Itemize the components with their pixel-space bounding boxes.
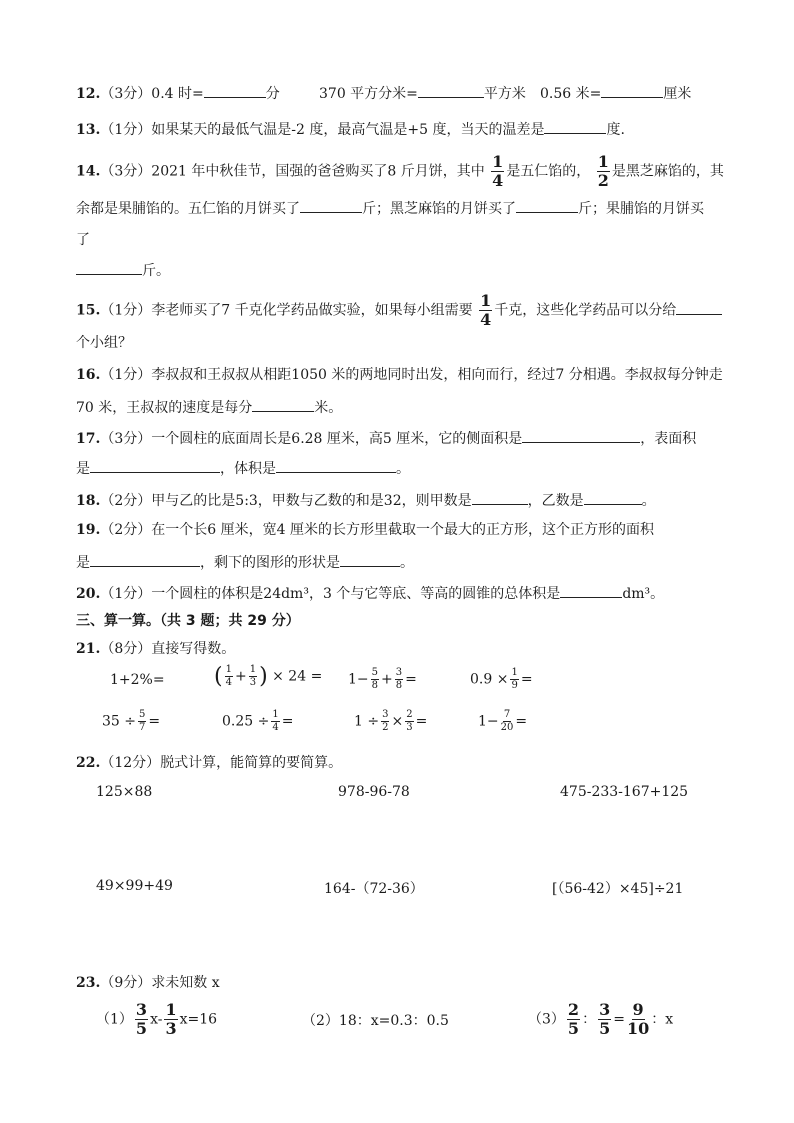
question-text: 李叔叔和王叔叔从相距1050 米的两地同时出发，相向而行，经过7 分相遇。李叔叔每分钟走 bbox=[151, 367, 723, 383]
denominator: 20 bbox=[500, 722, 514, 733]
question-number: 18. bbox=[76, 493, 101, 509]
numerator: 7 bbox=[503, 709, 511, 720]
question-text: ，体积是 bbox=[220, 461, 276, 477]
answer-blank[interactable] bbox=[544, 119, 606, 134]
question-text: ，乙数是 bbox=[527, 493, 584, 509]
numerator: 5 bbox=[371, 667, 379, 678]
question-number: 19. bbox=[76, 522, 101, 538]
expression: 475-233-167+125 bbox=[560, 784, 689, 800]
score: （1分） bbox=[100, 122, 152, 138]
question-18 bbox=[76, 490, 656, 510]
fraction bbox=[405, 710, 413, 733]
question-14-line4 bbox=[76, 260, 170, 280]
denominator: 9 bbox=[511, 680, 518, 691]
question-number: 21. bbox=[76, 641, 101, 657]
fraction bbox=[381, 710, 389, 733]
question-12-b bbox=[319, 83, 526, 103]
answer-blank[interactable] bbox=[276, 458, 396, 473]
question-text: 余都是果脯馅的。五仁馅的月饼买了 bbox=[76, 201, 300, 217]
answer-blank[interactable] bbox=[300, 198, 362, 213]
numerator: 3 bbox=[382, 709, 389, 720]
fraction bbox=[164, 1002, 177, 1037]
expression-text: + bbox=[381, 671, 393, 688]
question-17-line2 bbox=[76, 458, 410, 478]
question-number: 14. bbox=[76, 163, 101, 180]
question-text: 是 bbox=[76, 555, 90, 571]
question-20 bbox=[76, 583, 664, 603]
numerator: 1 bbox=[225, 664, 232, 675]
denominator: 7 bbox=[139, 722, 146, 733]
question-23 bbox=[76, 972, 220, 992]
question-text: 个小组？ bbox=[76, 335, 132, 351]
question-12-c bbox=[540, 83, 691, 103]
equation: （2）18：x=0.3：0.5 bbox=[302, 1013, 449, 1029]
expression-text: = bbox=[405, 671, 417, 688]
denominator: 5 bbox=[567, 1019, 580, 1038]
question-text: 求未知数 x bbox=[151, 975, 220, 991]
denominator: 5 bbox=[599, 1019, 611, 1038]
answer-blank[interactable] bbox=[90, 458, 220, 473]
fraction bbox=[249, 665, 257, 688]
answer-blank[interactable] bbox=[340, 552, 400, 567]
question-15 bbox=[76, 293, 722, 328]
fraction bbox=[479, 293, 492, 328]
fraction bbox=[510, 668, 518, 691]
numerator: 1 bbox=[511, 667, 518, 678]
unit: 厘米 bbox=[663, 86, 692, 102]
question-text: 一个圆柱的体积是24dm³，3 个与它等底、等高的圆锥的总体积是 bbox=[151, 586, 561, 602]
expression-text: 1+2%= bbox=[110, 672, 165, 688]
question-12 bbox=[76, 83, 280, 103]
score: （3分） bbox=[100, 163, 152, 180]
question-15-line2 bbox=[76, 332, 132, 352]
denominator: 3 bbox=[165, 1019, 177, 1038]
numerator: 2 bbox=[567, 1000, 580, 1019]
question-text: 2021 年中秋佳节，国强的爸爸购买了8 斤月饼，其中 bbox=[151, 163, 485, 180]
expression-text: × bbox=[391, 713, 404, 730]
equation bbox=[96, 1002, 217, 1037]
score: （8分） bbox=[100, 641, 152, 657]
answer-blank[interactable] bbox=[560, 583, 622, 598]
answer-blank[interactable] bbox=[522, 428, 640, 443]
question-19-line2 bbox=[76, 552, 414, 572]
fraction bbox=[395, 668, 403, 691]
question-text: 斤；果脯馅的月饼买 bbox=[578, 201, 704, 217]
expression bbox=[110, 672, 165, 688]
score: （3分） bbox=[100, 86, 152, 102]
answer-blank[interactable] bbox=[472, 490, 528, 505]
question-number: 17. bbox=[76, 431, 101, 447]
question-text: 370 平方分米= bbox=[319, 86, 418, 102]
expression-text: x- bbox=[150, 1011, 163, 1028]
fraction bbox=[567, 1002, 580, 1037]
numerator: 2 bbox=[406, 709, 413, 720]
denominator: 3 bbox=[406, 722, 413, 733]
expression: 978-96-78 bbox=[338, 784, 410, 800]
unit: 分 bbox=[265, 86, 280, 102]
unit: 度. bbox=[606, 122, 625, 138]
question-14-line2 bbox=[76, 198, 704, 218]
numerator: 1 bbox=[480, 291, 492, 310]
fraction bbox=[598, 1002, 611, 1037]
question-number: 22. bbox=[76, 755, 101, 771]
question-text: 是 bbox=[76, 461, 90, 477]
question-text: 米。 bbox=[314, 400, 343, 416]
unit: 平方米 bbox=[483, 86, 526, 102]
expression: 49×99+49 bbox=[96, 878, 173, 894]
question-text: 0.56 米= bbox=[540, 86, 602, 102]
denominator: 4 bbox=[480, 310, 492, 329]
expression-text: x=16 bbox=[179, 1011, 218, 1028]
denominator: 2 bbox=[382, 722, 389, 733]
numerator: 9 bbox=[632, 1000, 644, 1019]
fraction bbox=[138, 710, 146, 733]
right-paren: ) bbox=[259, 664, 268, 689]
fraction bbox=[491, 154, 504, 189]
expression bbox=[348, 668, 417, 691]
question-21 bbox=[76, 638, 235, 658]
score: （1分） bbox=[100, 302, 152, 319]
question-17 bbox=[76, 428, 696, 448]
expression-text: = bbox=[515, 713, 528, 730]
expression-text: = bbox=[281, 713, 294, 730]
question-text: 脱式计算，能简算的要简算。 bbox=[160, 755, 343, 771]
expression bbox=[102, 710, 160, 733]
question-number: 20. bbox=[76, 586, 101, 602]
expression-text: 1− bbox=[348, 671, 369, 688]
question-text: 。 bbox=[400, 555, 414, 571]
question-16-line2 bbox=[76, 397, 342, 417]
denominator: 8 bbox=[395, 680, 403, 691]
question-text: 千克，这些化学药品可以分给 bbox=[494, 302, 677, 319]
expression-text: ： bbox=[582, 1011, 597, 1028]
question-text: 甲与乙的比是5:3，甲数与乙数的和是32，则甲数是 bbox=[151, 493, 472, 509]
denominator: 10 bbox=[626, 1019, 650, 1038]
numerator: 1 bbox=[249, 664, 257, 675]
expression: [（56-42）×45]÷21 bbox=[552, 881, 684, 897]
expression-text: 35 ÷ bbox=[102, 713, 136, 730]
item-label: （1） bbox=[96, 1011, 133, 1028]
question-text: 。 bbox=[396, 461, 410, 477]
denominator: 2 bbox=[597, 171, 609, 190]
numerator: 1 bbox=[492, 152, 504, 171]
expression: ( $\frac{1}{4}$ + $\frac{1}{3}$ ) × 24 = bbox=[214, 664, 323, 689]
question-text: 了 bbox=[76, 232, 90, 248]
expression-text: 0.25 ÷ bbox=[222, 713, 270, 730]
answer-blank[interactable] bbox=[516, 198, 578, 213]
expression bbox=[478, 710, 527, 733]
question-text: ，剩下的图形的形状是 bbox=[200, 555, 340, 571]
question-text: 70 米，王叔叔的速度是每分 bbox=[76, 400, 253, 416]
question-text: 0.4 时= bbox=[151, 86, 204, 102]
numerator: 3 bbox=[135, 1000, 148, 1019]
numerator: 3 bbox=[599, 1000, 611, 1019]
question-text: 在一个长6 厘米，宽4 厘米的长方形里截取一个最大的正方形，这个正方形的面积 bbox=[151, 522, 654, 538]
denominator: 4 bbox=[225, 677, 232, 688]
question-14 bbox=[76, 154, 724, 189]
answer-blank[interactable] bbox=[418, 83, 484, 98]
answer-blank[interactable] bbox=[204, 83, 266, 98]
score: （12分） bbox=[100, 755, 161, 771]
numerator: 5 bbox=[139, 709, 146, 720]
expression: 125×88 bbox=[96, 784, 153, 800]
fraction bbox=[271, 710, 279, 733]
expression-text: = bbox=[148, 713, 161, 730]
left-paren: ( bbox=[214, 664, 223, 689]
equation bbox=[528, 1002, 673, 1037]
question-text: 一个圆柱的底面周长是6.28 厘米，高5 厘米，它的侧面积是 bbox=[151, 431, 523, 447]
question-text: 直接写得数。 bbox=[151, 641, 236, 657]
score: （1分） bbox=[100, 586, 152, 602]
score: （9分） bbox=[100, 975, 152, 991]
answer-blank[interactable] bbox=[601, 83, 663, 98]
item-label: （3） bbox=[528, 1011, 565, 1028]
expression-text: = bbox=[520, 671, 533, 688]
question-16 bbox=[76, 364, 723, 384]
score: （1分） bbox=[100, 367, 152, 383]
answer-blank[interactable] bbox=[584, 490, 642, 505]
denominator: 5 bbox=[135, 1019, 148, 1038]
question-text: 。 bbox=[641, 493, 656, 509]
expression-text: × 24 = bbox=[272, 668, 323, 685]
expression bbox=[470, 668, 533, 691]
question-text: 斤。 bbox=[142, 263, 170, 279]
numerator: 1 bbox=[597, 152, 609, 171]
expression-text: ：x bbox=[651, 1011, 674, 1028]
expression-text: 0.9 × bbox=[470, 671, 509, 688]
question-text: 是黑芝麻馅的，其 bbox=[611, 163, 724, 180]
fraction bbox=[501, 710, 514, 733]
numerator: 1 bbox=[165, 1000, 177, 1019]
question-text: 是五仁馅的， bbox=[506, 163, 591, 180]
unit: dm³。 bbox=[622, 586, 665, 602]
score: （2分） bbox=[100, 522, 152, 538]
fraction bbox=[135, 1002, 148, 1037]
fraction bbox=[225, 665, 233, 688]
expression-text: 1 ÷ bbox=[354, 713, 380, 730]
fraction bbox=[627, 1002, 649, 1037]
question-14-line3 bbox=[76, 229, 90, 249]
question-number: 12. bbox=[76, 86, 101, 102]
question-text: 斤；黑芝麻馅的月饼买了 bbox=[362, 201, 516, 217]
question-text: ，表面积 bbox=[640, 431, 697, 447]
question-number: 13. bbox=[76, 122, 101, 138]
answer-blank[interactable] bbox=[252, 397, 314, 412]
expression bbox=[354, 710, 427, 733]
expression-text: = bbox=[415, 713, 428, 730]
denominator: 3 bbox=[249, 677, 257, 688]
expression bbox=[222, 710, 293, 733]
denominator: 4 bbox=[492, 171, 504, 190]
question-text: 李老师买了7 千克化学药品做实验，如果每小组需要 bbox=[151, 302, 473, 319]
answer-blank[interactable] bbox=[676, 300, 722, 315]
question-number: 23. bbox=[76, 975, 101, 991]
numerator: 1 bbox=[272, 709, 279, 720]
fraction bbox=[597, 154, 610, 189]
question-number: 16. bbox=[76, 367, 101, 383]
expression-text: 1− bbox=[478, 713, 499, 730]
question-19 bbox=[76, 519, 654, 539]
score: （2分） bbox=[100, 493, 152, 509]
answer-blank[interactable] bbox=[90, 552, 200, 567]
answer-blank[interactable] bbox=[76, 260, 142, 275]
question-13 bbox=[76, 119, 625, 139]
denominator: 8 bbox=[371, 680, 379, 691]
question-text: 如果某天的最低气温是-2 度，最高气温是+5 度，当天的温差是 bbox=[151, 122, 545, 138]
numerator: 3 bbox=[395, 667, 403, 678]
question-number: 15. bbox=[76, 302, 101, 319]
expression: 164-（72-36） bbox=[324, 881, 424, 897]
question-22 bbox=[76, 752, 342, 772]
denominator: 4 bbox=[272, 722, 279, 733]
section-heading: 三、算一算。（共 3 题；共 29 分） bbox=[76, 613, 300, 629]
score: （3分） bbox=[100, 431, 152, 447]
expression-text: = bbox=[613, 1011, 625, 1028]
fraction bbox=[371, 668, 379, 691]
